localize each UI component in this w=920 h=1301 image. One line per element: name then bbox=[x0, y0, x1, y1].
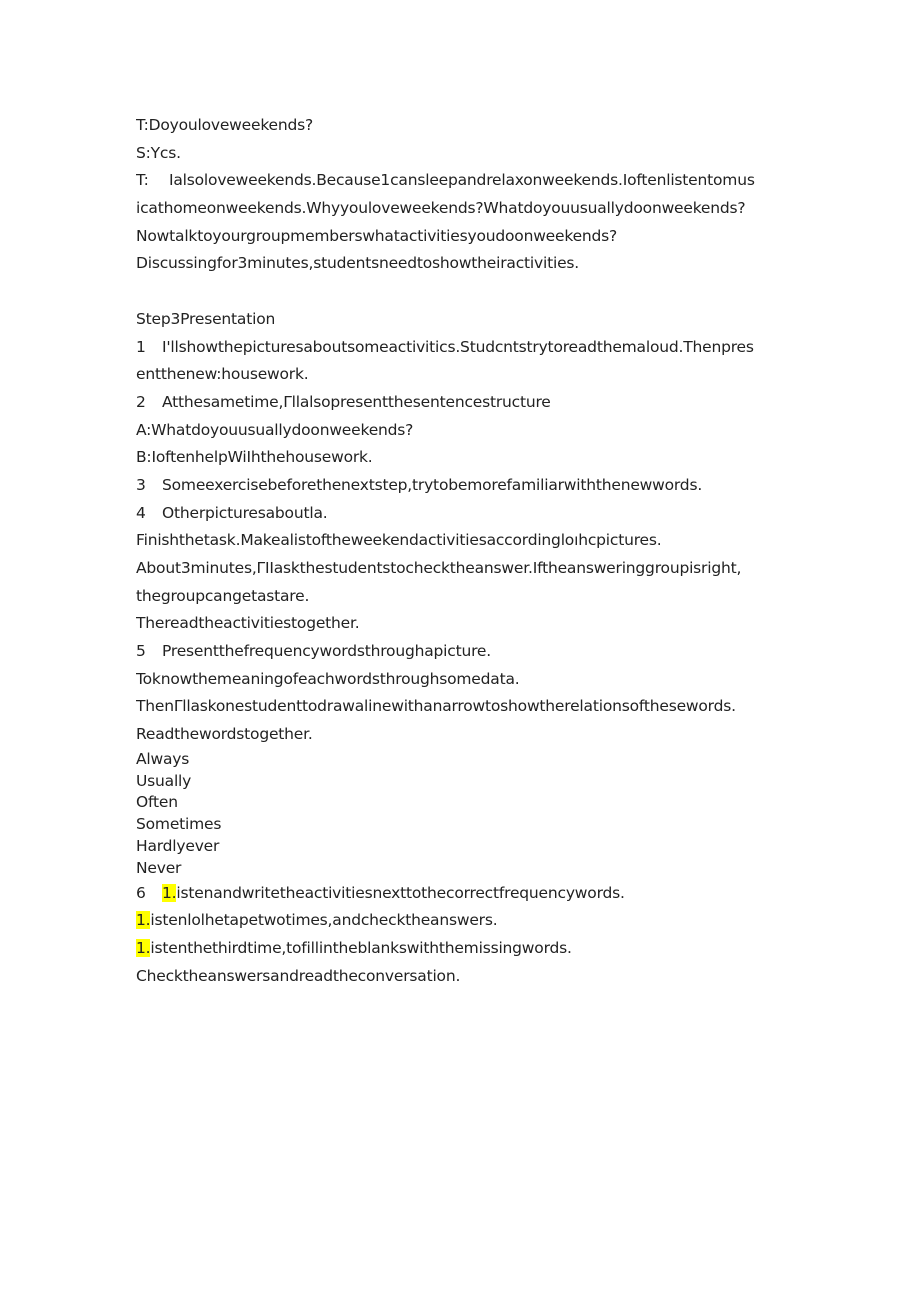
step-text: Presentthefrequencywordsthroughapicture. bbox=[162, 642, 491, 661]
step-item bbox=[136, 444, 796, 472]
frequency-word: Hardlyever bbox=[136, 837, 220, 855]
highlighted-mark: 1. bbox=[136, 938, 151, 957]
frequency-word: Always bbox=[136, 749, 190, 768]
step-item bbox=[136, 527, 796, 555]
step-text: Someexercisebeforethenextstep,trytobemorefamiliarwiththenewwords. bbox=[162, 475, 703, 494]
dialogue-line-1: T:Doyouloveweekends? bbox=[136, 116, 314, 134]
step-text: Otherpicturesaboutla. bbox=[162, 503, 328, 522]
step-item bbox=[136, 583, 796, 611]
step-text: ThenΓllaskonestudenttodrawalinewithanarrowtoshowtherelationsofthesewords. bbox=[136, 697, 736, 716]
frequency-word-list bbox=[136, 749, 796, 880]
step-number: 5 bbox=[136, 642, 146, 661]
step-item bbox=[136, 389, 796, 417]
step-text: About3minutes,ΓIIaskthestudentstochecktheanswer.Iftheansweringgroupisright, bbox=[136, 559, 742, 577]
frequency-word: Often bbox=[136, 793, 178, 812]
step-number: 4 bbox=[136, 503, 146, 522]
step-item bbox=[136, 417, 796, 445]
step-text: Finishthetask.Makealistoftheweekendactivitiesaccordingloıhcpictures. bbox=[136, 531, 662, 550]
dialogue-line-3-text: Ialsoloveweekends.Because1cansleepandrelaxonweekends.Ioftenlistentomus bbox=[169, 171, 755, 190]
step-item bbox=[136, 472, 796, 500]
step-text: Thereadtheactivitiestogether. bbox=[136, 614, 360, 633]
step-text: B:IoftenhelpWiIhthehousework. bbox=[136, 448, 373, 467]
step-text: Atthesametime,Γllalsopresentthesentencestructure bbox=[162, 392, 551, 411]
listening-item bbox=[136, 935, 796, 963]
listening-item bbox=[136, 907, 796, 935]
dialogue-line-4: icathomeonweekends.Whyyouloveweekends?Whatdoyouusuallydoonweekends? bbox=[136, 199, 746, 218]
step-item bbox=[136, 555, 796, 583]
step-item bbox=[136, 334, 796, 362]
listening-item bbox=[136, 880, 796, 908]
dialogue-line-3 bbox=[136, 167, 796, 195]
step-item bbox=[136, 610, 796, 638]
paragraph-gap bbox=[136, 278, 796, 306]
listening-final: Checktheanswersandreadtheconversation. bbox=[136, 966, 461, 985]
dialogue-line-6: Discussingfor3minutes,studentsneedtoshowtheiractivities. bbox=[136, 254, 580, 273]
step-item bbox=[136, 666, 796, 694]
frequency-word: Sometimes bbox=[136, 815, 222, 834]
step-number: 6 bbox=[136, 883, 146, 902]
step-text: I'llshowthepicturesaboutsomeactivitics.Studcntstrytoreadthemaloud.Thenpres bbox=[162, 337, 754, 356]
step-item bbox=[136, 500, 796, 528]
listening-text: istenlolhetapetwotimes,andchecktheanswers. bbox=[150, 911, 498, 930]
teacher-label: T: bbox=[136, 171, 149, 190]
frequency-word: Usually bbox=[136, 771, 192, 790]
listening-text: istenandwritetheactivitiesnexttothecorrectfrequencywords. bbox=[176, 883, 625, 902]
dialogue-line-2: S:Ycs. bbox=[136, 143, 181, 162]
highlighted-mark: 1. bbox=[136, 911, 151, 930]
step-heading: Step3Presentation bbox=[136, 309, 276, 328]
step-number: 3 bbox=[136, 475, 146, 494]
step-number: 2 bbox=[136, 392, 146, 411]
step-item bbox=[136, 361, 796, 389]
listening-text: istenthethirdtime,tofillintheblankswiththemissingwords. bbox=[150, 938, 572, 957]
document-body bbox=[136, 112, 796, 990]
step-text: Toknowthemeaningofeachwordsthroughsomedata. bbox=[136, 669, 520, 688]
frequency-word: Never bbox=[136, 858, 182, 877]
highlighted-mark: 1. bbox=[162, 883, 177, 902]
step-text: entthenew:housework. bbox=[136, 365, 309, 384]
step-text: Readthewordstogether. bbox=[136, 725, 313, 744]
step-number: 1 bbox=[136, 337, 146, 356]
dialogue-line-5: Nowtalktoyourgroupmemberswhatactivitiesyoudoonweekends? bbox=[136, 226, 618, 245]
step-item bbox=[136, 721, 796, 749]
step-item bbox=[136, 693, 796, 721]
step-text: thegroupcangetastare. bbox=[136, 586, 310, 605]
step-text: A:Whatdoyouusuallydoonweekends? bbox=[136, 420, 414, 439]
step-item bbox=[136, 638, 796, 666]
